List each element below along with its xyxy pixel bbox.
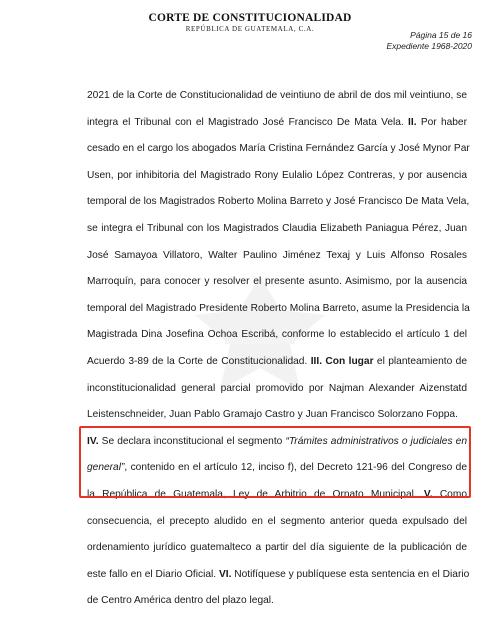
text-segment: consecuencia, el precepto aludido en el segmento anterior queda expulsado del	[87, 515, 467, 527]
text-line	[87, 163, 467, 190]
highlight-annotation-box	[79, 426, 471, 498]
text-line	[87, 376, 467, 403]
text-segment: Leistenschneider, Juan Pablo Gramajo Castro y Juan Francisco Solorzano Foppa.	[87, 409, 458, 421]
text-segment: inconstitucionalidad general parcial promovido por Najman Alexander Aizenstatd	[87, 382, 467, 394]
country-subtitle: REPÚBLICA DE GUATEMALA, C.A.	[185, 25, 315, 33]
text-line	[87, 243, 467, 270]
text-segment: cesado en el cargo los abogados María Cristina Fernández García y José Mynor Par	[87, 143, 470, 155]
text-line	[87, 322, 467, 349]
italic-segment: general”	[87, 462, 125, 474]
text-segment: Por haber	[416, 116, 467, 128]
bold-segment: VI.	[218, 568, 232, 580]
text-segment: , contenido en el artículo 12, inciso f), del Decreto 121-96 del Congreso de	[124, 462, 467, 474]
text-line	[87, 588, 467, 615]
text-line	[87, 110, 467, 137]
page-number: Página 15 de 16	[410, 30, 472, 40]
text-segment: Notifíquese y publíquese esta sentencia en el Diario	[231, 568, 470, 580]
text-segment: la República de Guatemala, Ley de Arbitrio de Ornato Municipal.	[87, 488, 424, 500]
text-segment: Usen, por inhibitoria del Magistrado Rony Eulalio López Contreras, y por ausencia	[87, 169, 467, 181]
text-segment: se integra el Tribunal con los Magistrados Claudia Elizabeth Paniagua Pérez, Juan	[87, 222, 467, 234]
text-segment: Marroquín, para conocer y resolver el presente asunto. Asimismo, por la ausencia	[87, 276, 467, 288]
text-line	[87, 189, 470, 216]
text-line	[87, 136, 470, 163]
resolution-text	[87, 83, 470, 615]
text-segment: este fallo en el Diario Oficial.	[87, 568, 219, 580]
text-segment: temporal del Magistrado Presidente Roberto Molina Barreto, asume la Presidencia la	[87, 302, 470, 314]
text-segment: Como	[432, 488, 467, 500]
text-line	[87, 562, 470, 589]
text-segment: el planteamiento de	[373, 355, 467, 367]
text-segment: temporal de los Magistrados Roberto Molina Barreto y José Francisco De Mata Vela,	[87, 196, 470, 208]
bold-segment: III. Con lugar	[310, 355, 374, 367]
text-segment: integra el Tribunal con el Magistrado José Francisco De Mata Vela.	[87, 116, 409, 128]
expediente-number: Expediente 1968-2020	[386, 41, 472, 51]
text-line	[87, 296, 470, 323]
bold-segment: V.	[423, 488, 433, 500]
text-segment: ordenamiento jurídico guatemalteco a partir del día siguiente de la publicación de	[87, 542, 467, 554]
text-line	[87, 535, 467, 562]
court-name: CORTE DE CONSTITUCIONALIDAD	[148, 12, 352, 24]
text-line	[87, 216, 467, 243]
text-segment: José Samayoa Villatoro, Walter Paulino Jiménez Texaj y Luis Alfonso Rosales	[87, 249, 467, 261]
text-line	[87, 349, 467, 376]
italic-segment: “Trámites administrativos o judiciales en	[285, 435, 468, 447]
text-segment: de Centro América dentro del plazo legal.	[87, 595, 274, 607]
bold-segment: II.	[408, 116, 417, 128]
text-segment: Magistrada Dina Josefina Ochoa Escribá, conforme lo establecido el artículo 1 del	[87, 329, 467, 341]
text-line	[87, 509, 467, 536]
bold-segment: IV.	[87, 435, 99, 447]
text-line	[87, 269, 467, 296]
text-line	[87, 402, 467, 429]
text-line	[87, 83, 467, 110]
text-segment: Acuerdo 3-89 de la Corte de Constitucionalidad.	[87, 355, 311, 367]
text-segment: Se declara inconstitucional el segmento	[98, 435, 286, 447]
text-segment: 2021 de la Corte de Constitucionalidad de veintiuno de abril de dos mil veintiuno, se	[87, 90, 467, 101]
page-info	[386, 30, 472, 52]
